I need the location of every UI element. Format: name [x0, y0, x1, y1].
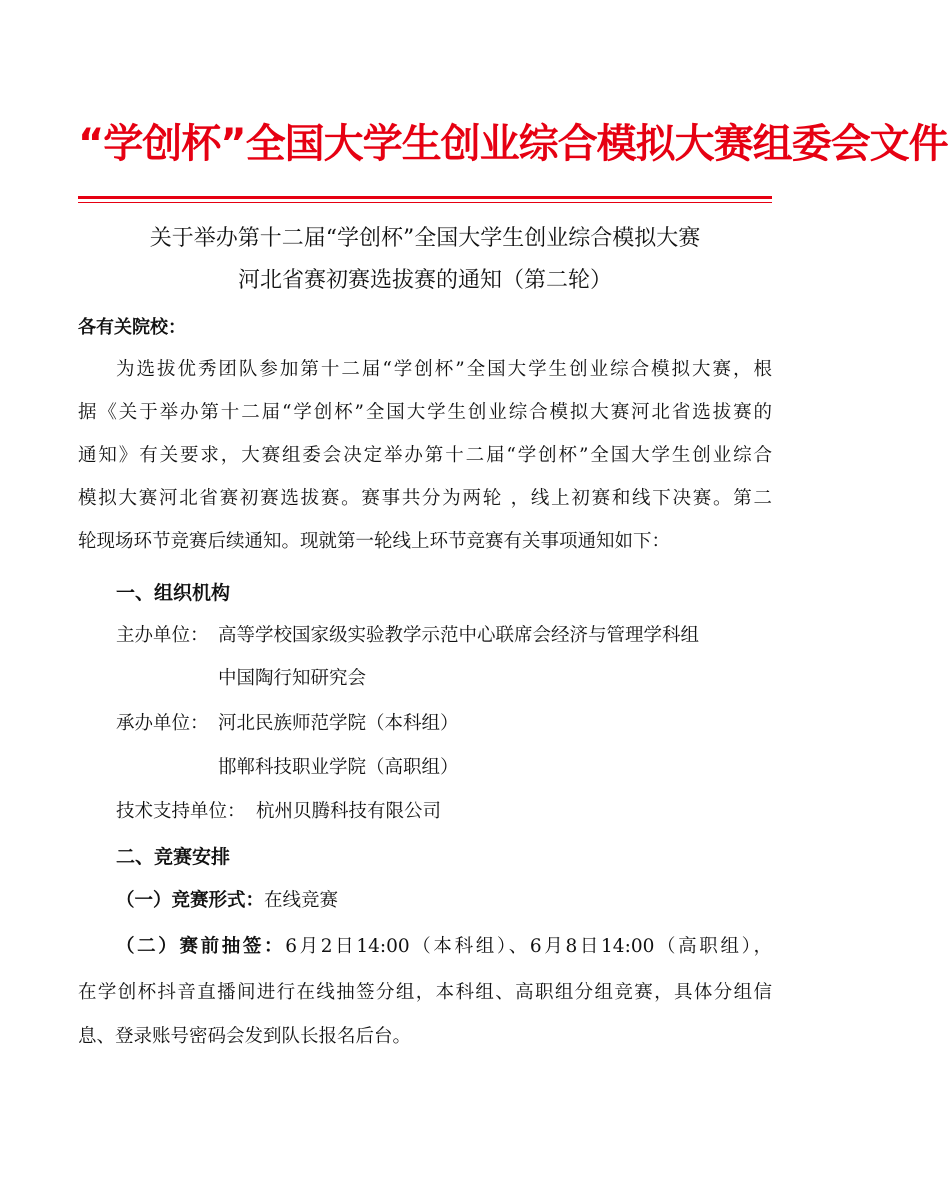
document-title-line-2: 河北省赛初赛选拔赛的通知（第二轮）: [237, 268, 612, 293]
item-2-line-1: [116, 934, 772, 960]
tech-support-value: 杭州贝腾科技有限公司: [256, 801, 442, 822]
salutation: 各有关院校：: [78, 317, 186, 338]
intro-line-4: 模拟大赛河北省赛初赛选拔赛。赛事共分为两轮 ，线上初赛和线下决赛。第二: [78, 488, 772, 509]
document-title-line-1: 关于举办第十二届“学创杯”全国大学生创业综合模拟大赛: [149, 226, 701, 251]
item-2-line-3: 息、登录账号密码会发到队长报名后台。: [78, 1026, 412, 1047]
intro-line-2: 据《关于举办第十二届“学创杯”全国大学生创业综合模拟大赛河北省选拔赛的: [78, 402, 772, 423]
intro-line-5: 轮现场环节竞赛后续通知。现就第一轮线上环节竞赛有关事项通知如下：: [78, 531, 671, 552]
section-1-heading: 一、组织机构: [116, 582, 231, 604]
host-label: 主办单位：: [116, 625, 209, 646]
organizer-label: 承办单位：: [116, 713, 209, 734]
item-1: [116, 888, 338, 914]
item-1-value: 在线竞赛: [264, 890, 339, 911]
item-2-label: （二）赛前抽签：: [116, 936, 286, 957]
masthead-rule-thin: [78, 202, 772, 203]
organizer-value-1: 河北民族师范学院（本科组）: [218, 713, 459, 734]
masthead-rule-thick: [78, 196, 772, 199]
host-value-2: 中国陶行知研究会: [218, 668, 367, 689]
section-2-heading: 二、竞赛安排: [116, 846, 231, 868]
tech-support-label: 技术支持单位：: [116, 801, 246, 822]
intro-line-3: 通知》有关要求，大赛组委会决定举办第十二届“学创杯”全国大学生创业综合: [78, 445, 772, 466]
masthead-title: “学创杯”全国大学生创业综合模拟大赛组委会文件: [78, 121, 948, 167]
intro-line-1: 为选拔优秀团队参加第十二届“学创杯”全国大学生创业综合模拟大赛，根: [116, 359, 772, 380]
item-2-line-2: 在学创杯抖音直播间进行在线抽签分组，本科组、高职组分组竞赛，具体分组信: [78, 982, 772, 1003]
item-1-label: （一）竞赛形式：: [116, 890, 265, 911]
organizer-value-2: 邯郸科技职业学院（高职组）: [218, 757, 459, 778]
host-value-1: 高等学校国家级实验教学示范中心联席会经济与管理学科组: [218, 625, 700, 646]
item-2-value: 6月2日14:00（本科组）、6月8日14:00（高职组），: [285, 936, 772, 957]
